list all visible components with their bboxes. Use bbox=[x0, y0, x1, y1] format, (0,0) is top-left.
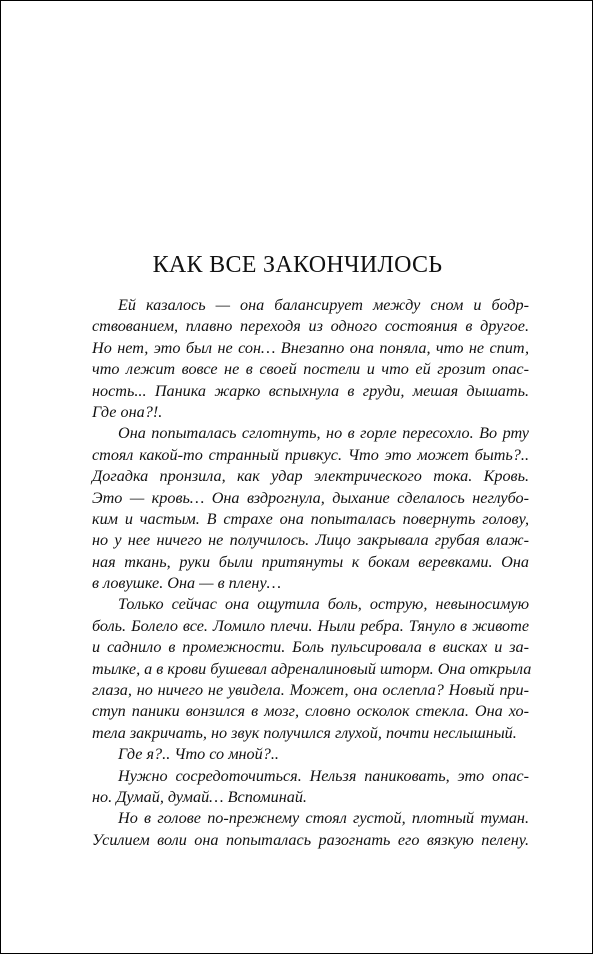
text-line: Где я?.. Что со мной?.. bbox=[118, 745, 279, 764]
text-line: и саднило в промежности. Боль пульсировала в висках и за- bbox=[92, 638, 529, 657]
text-line: глаза, но ничего не увидела. Может, она ослепла? Новый при- bbox=[92, 681, 529, 700]
text-line: ность... Паника жарко вспыхнула в груди, мешая дышать. bbox=[92, 381, 529, 400]
chapter-title: КАК ВСЕ ЗАКОНЧИЛОСЬ bbox=[152, 252, 443, 278]
text-line: ступ паники вонзился в мозг, словно осколок стекла. Она хо- bbox=[92, 702, 529, 721]
text-line: тылке, а в крови бушевал адреналиновый шторм. Она открыла bbox=[92, 659, 532, 678]
text-line: Ей казалось — она балансирует между сном и бодр- bbox=[118, 296, 529, 314]
text-line: Но нет, это был не сон… Внезапно она поняла, что не спит, bbox=[92, 338, 529, 357]
text-line: но. Думай, думай… Вспоминай. bbox=[92, 787, 307, 806]
chapter-body-text bbox=[92, 295, 532, 851]
text-line: боль. Болело все. Ломило плечи. Ныли ребра. Тянуло в животе bbox=[92, 616, 529, 635]
text-line: ким и частым. В страхе она попыталась повернуть голову, bbox=[92, 509, 529, 528]
text-line: Усилием воли она попыталась разогнать его вязкую пелену. bbox=[92, 830, 529, 849]
text-line: в ловушке. Она — в плену… bbox=[92, 574, 282, 593]
text-line: Только сейчас она ощутила боль, острую, невыносимую bbox=[118, 595, 529, 614]
text-line: Но в голове по-прежнему стоял густой, плотный туман. bbox=[118, 809, 529, 828]
text-line: но у нее ничего не получилось. Лицо закрывала грубая влаж- bbox=[92, 531, 529, 550]
text-line: стоял какой-то странный привкус. Что это может быть?.. bbox=[92, 445, 529, 464]
text-line: тела закричать, но звук получился глухой, почти неслышный. bbox=[92, 723, 517, 742]
text-line: Она попыталась сглотнуть, но в горле пересохло. Во рту bbox=[118, 424, 529, 443]
text-line: ствованием, плавно переходя из одного состояния в другое. bbox=[92, 317, 529, 336]
text-line: Догадка пронзила, как удар электрического тока. Кровь. bbox=[92, 467, 529, 486]
text-line: что лежит вовсе не в своей постели и что ей грозит опас- bbox=[92, 360, 529, 379]
text-line: Где она?!. bbox=[92, 402, 163, 421]
text-line: ная ткань, руки были притянуты к бокам веревками. Она bbox=[92, 552, 529, 571]
text-line: Нужно сосредоточиться. Нельзя паниковать, это опас- bbox=[118, 766, 529, 785]
text-line: Это — кровь… Она вздрогнула, дыхание сделалось неглубо- bbox=[92, 488, 529, 507]
